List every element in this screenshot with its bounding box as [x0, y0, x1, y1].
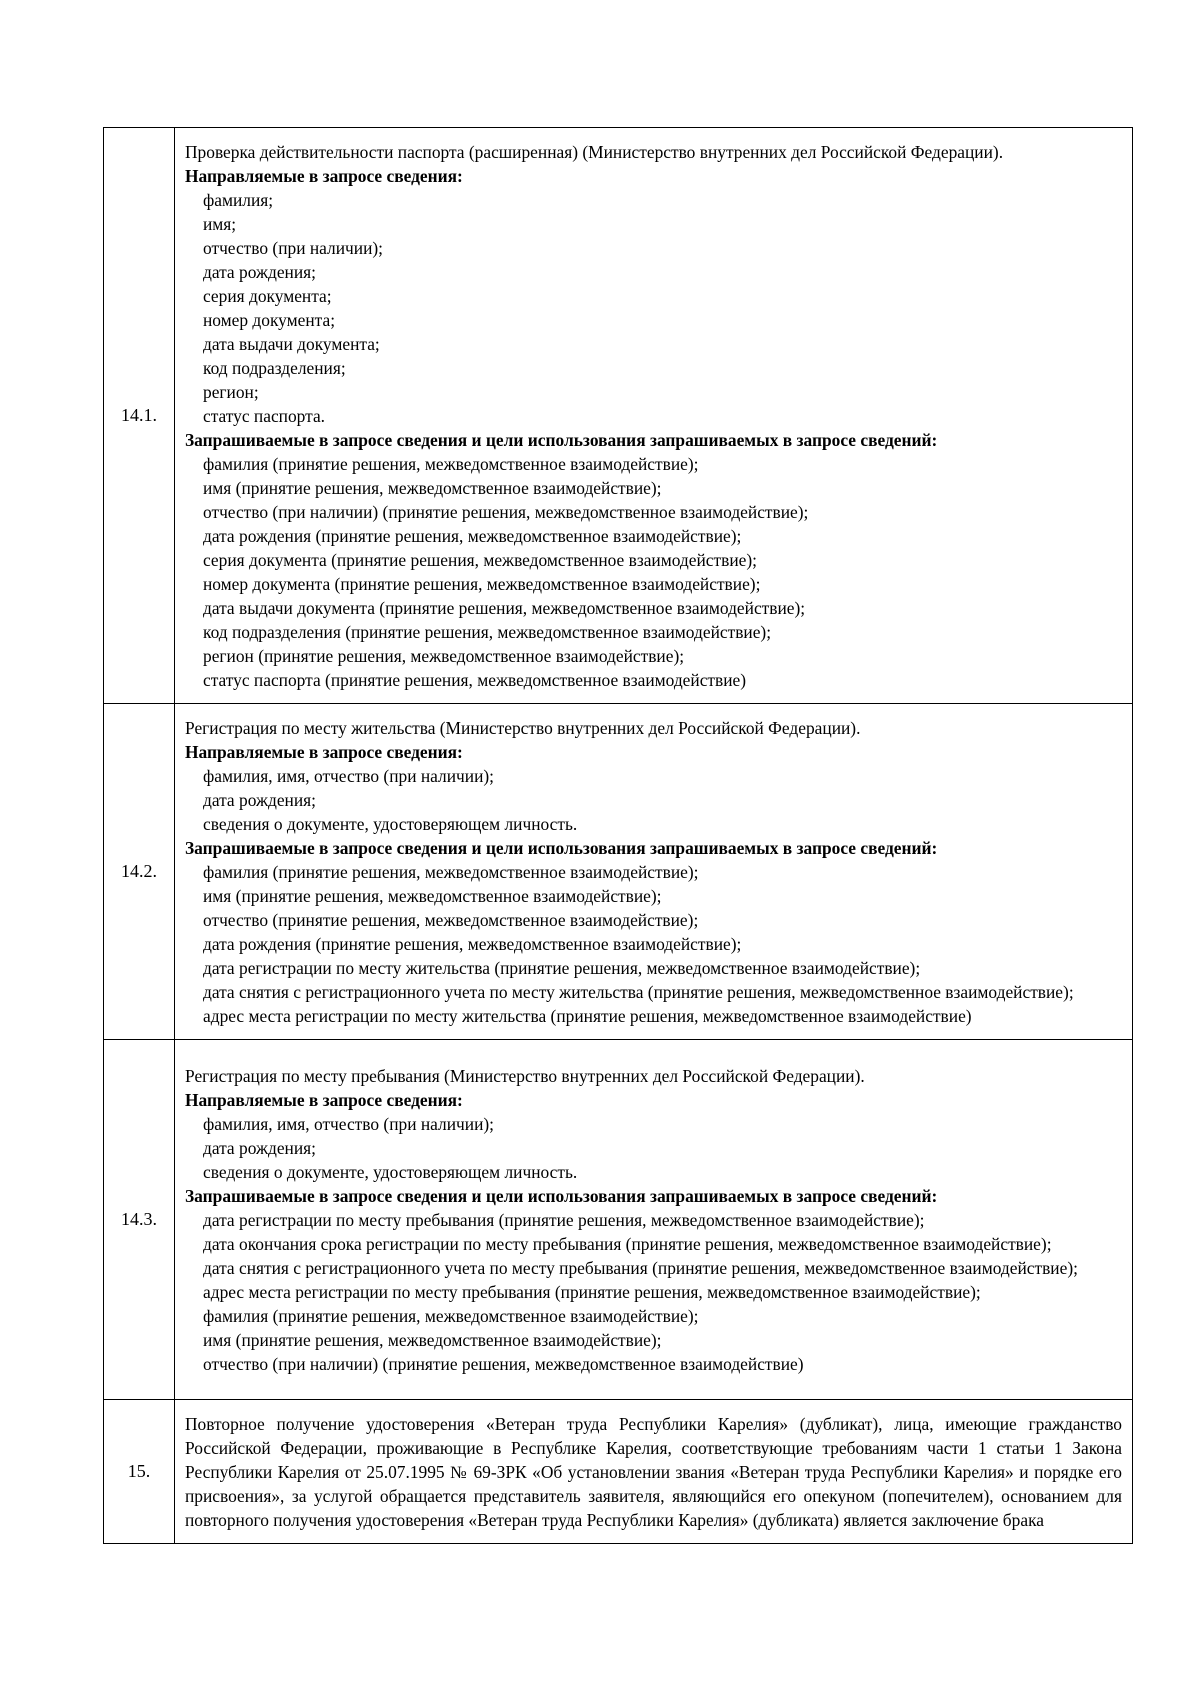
list-item: номер документа;	[203, 310, 336, 330]
table-row	[104, 704, 1133, 1040]
list-item: имя;	[203, 214, 237, 234]
list-item: фамилия (принятие решения, межведомственное взаимодействие);	[203, 1306, 699, 1326]
list-item: фамилия (принятие решения, межведомственное взаимодействие);	[203, 862, 699, 882]
row-content	[175, 1400, 1133, 1544]
list-item: дата окончания срока регистрации по месту пребывания (принятие решения, межведомственное взаимодействие);	[203, 1234, 1052, 1254]
list-item: регион (принятие решения, межведомственное взаимодействие);	[203, 646, 685, 666]
table-row	[104, 1400, 1133, 1544]
row-number: 15.	[104, 1400, 175, 1544]
section-heading: Направляемые в запросе сведения:	[185, 742, 463, 762]
list-item: имя (принятие решения, межведомственное взаимодействие);	[203, 886, 662, 906]
row-number: 14.3.	[104, 1040, 175, 1400]
list-item: фамилия;	[203, 190, 274, 210]
list-item: дата снятия с регистрационного учета по месту жительства (принятие решения, межведомственное взаимодействие);	[203, 982, 1074, 1002]
list-item: дата выдачи документа (принятие решения, межведомственное взаимодействие);	[203, 598, 806, 618]
section-heading: Направляемые в запросе сведения:	[185, 166, 463, 186]
row-number: 14.2.	[104, 704, 175, 1040]
list-item: серия документа;	[203, 286, 332, 306]
list-item: имя (принятие решения, межведомственное взаимодействие);	[203, 478, 662, 498]
list-item: дата снятия с регистрационного учета по месту пребывания (принятие решения, межведомственное взаимодействие);	[203, 1258, 1078, 1278]
row-content	[175, 128, 1133, 704]
list-item: адрес места регистрации по месту жительства (принятие решения, межведомственное взаимодействие)	[203, 1006, 972, 1026]
list-item: код подразделения (принятие решения, межведомственное взаимодействие);	[203, 622, 772, 642]
section-heading: Запрашиваемые в запросе сведения и цели использования запрашиваемых в запросе сведений:	[185, 430, 938, 450]
list-item: код подразделения;	[203, 358, 346, 378]
list-item: дата рождения (принятие решения, межведомственное взаимодействие);	[203, 934, 742, 954]
list-item: статус паспорта.	[203, 406, 326, 426]
list-item: имя (принятие решения, межведомственное взаимодействие);	[203, 1330, 662, 1350]
row-content	[175, 1040, 1133, 1400]
document-table	[103, 127, 1133, 1544]
list-item: отчество (при наличии) (принятие решения, межведомственное взаимодействие);	[203, 502, 809, 522]
list-item: сведения о документе, удостоверяющем личность.	[203, 814, 578, 834]
list-item: адрес места регистрации по месту пребывания (принятие решения, межведомственное взаимодействие);	[203, 1282, 981, 1302]
list-item: регион;	[203, 382, 259, 402]
row-title: Повторное получение удостоверения «Ветеран труда Республики Карелия» (дубликат), лица, имеющие гражданство Российской Федерации, проживающие в Республике Карелия, соответствующие требованиям части 1 статьи 1 Закона Республики Карелия от 25.07.1995 № 69-ЗРК «Об установлении звания «Ветеран труда Республики Карелия» и порядке его присвоения», за услугой обращается представитель заявителя, являющийся его опекуном (попечителем), основанием для повторного получения удостоверения «Ветеран труда Республики Карелия» (дубликата) является заключение брака	[185, 1414, 1122, 1530]
list-item: дата регистрации по месту жительства (принятие решения, межведомственное взаимодействие);	[203, 958, 921, 978]
section-heading: Запрашиваемые в запросе сведения и цели использования запрашиваемых в запросе сведений:	[185, 1186, 938, 1206]
table-row	[104, 1040, 1133, 1400]
list-item: фамилия (принятие решения, межведомственное взаимодействие);	[203, 454, 699, 474]
list-item: серия документа (принятие решения, межведомственное взаимодействие);	[203, 550, 757, 570]
section-heading: Направляемые в запросе сведения:	[185, 1090, 463, 1110]
section-heading: Запрашиваемые в запросе сведения и цели использования запрашиваемых в запросе сведений:	[185, 838, 938, 858]
row-content	[175, 704, 1133, 1040]
list-item: фамилия, имя, отчество (при наличии);	[203, 1114, 494, 1134]
list-item: отчество (при наличии) (принятие решения, межведомственное взаимодействие)	[203, 1354, 804, 1374]
list-item: дата рождения;	[203, 262, 316, 282]
list-item: дата регистрации по месту пребывания (принятие решения, межведомственное взаимодействие);	[203, 1210, 925, 1230]
list-item: фамилия, имя, отчество (при наличии);	[203, 766, 494, 786]
row-title: Регистрация по месту пребывания (Министерство внутренних дел Российской Федерации).	[185, 1066, 865, 1086]
list-item: статус паспорта (принятие решения, межведомственное взаимодействие)	[203, 670, 747, 690]
list-item: отчество (при наличии);	[203, 238, 384, 258]
list-item: отчество (принятие решения, межведомственное взаимодействие);	[203, 910, 699, 930]
table-row	[104, 128, 1133, 704]
list-item: дата рождения (принятие решения, межведомственное взаимодействие);	[203, 526, 742, 546]
list-item: дата выдачи документа;	[203, 334, 380, 354]
row-number: 14.1.	[104, 128, 175, 704]
list-item: дата рождения;	[203, 790, 316, 810]
list-item: сведения о документе, удостоверяющем личность.	[203, 1162, 578, 1182]
row-title: Регистрация по месту жительства (Министерство внутренних дел Российской Федерации).	[185, 718, 861, 738]
list-item: номер документа (принятие решения, межведомственное взаимодействие);	[203, 574, 761, 594]
row-title: Проверка действительности паспорта (расширенная) (Министерство внутренних дел Российской Федерации).	[185, 142, 1004, 162]
list-item: дата рождения;	[203, 1138, 316, 1158]
